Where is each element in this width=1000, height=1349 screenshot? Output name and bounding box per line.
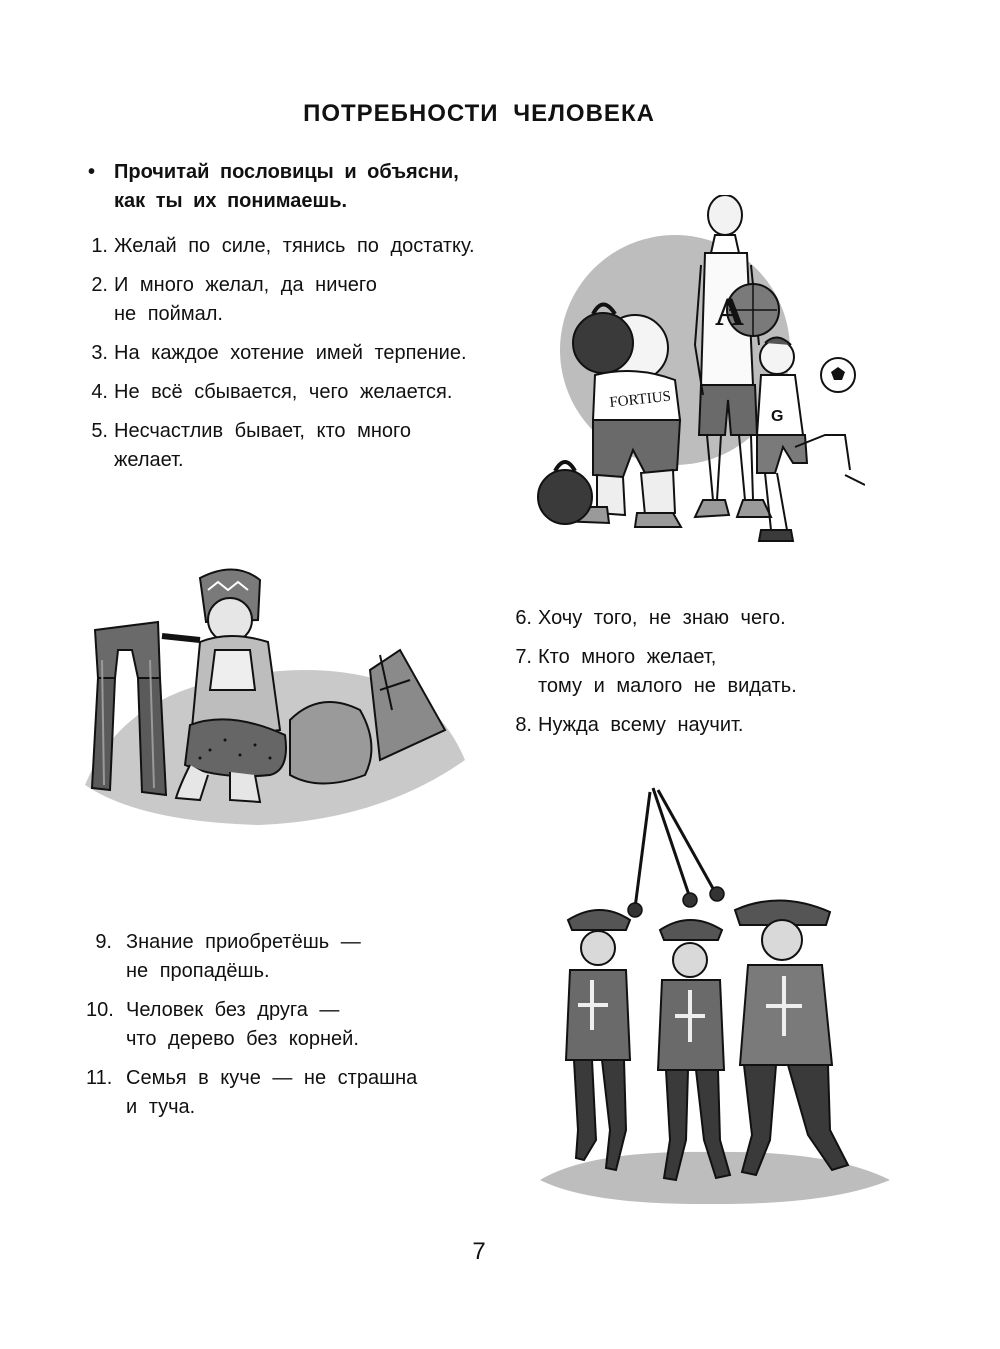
proverb-item: 2. И много желал, да ничего не поймал. xyxy=(91,274,377,325)
proverb-item: 5. Несчастлив бывает, кто много желает. xyxy=(91,420,411,471)
athletes-illustration xyxy=(525,195,865,550)
proverb-item: 7. Кто много желает, тому и малого не видать. xyxy=(515,646,797,697)
proverb-item: 1. Желай по силе, тянись по достатку. xyxy=(91,235,475,257)
page-title: ПОТРЕБНОСТИ ЧЕЛОВЕКА xyxy=(303,100,655,127)
proverb-list-1 xyxy=(86,232,556,485)
page-number: 7 xyxy=(472,1238,486,1265)
bullet-icon: • xyxy=(88,161,96,183)
proverb-item: 3. На каждое хотение имей терпение. xyxy=(91,342,467,364)
task-line-2: как ты их понимаешь. xyxy=(114,190,348,212)
proverb-item: 9. Знание приобретёшь — не пропадёшь. xyxy=(95,931,361,982)
musketeers-illustration xyxy=(530,780,900,1210)
proverb-item: 10. Человек без друга — что дерево без корней. xyxy=(86,999,359,1050)
task-line-1: Прочитай пословицы и объясни, xyxy=(114,161,459,183)
old-woman-illustration xyxy=(80,560,470,830)
proverb-item: 11. Семья в куче — не страшна и туча. xyxy=(86,1067,418,1118)
proverb-item: 4. Не всё сбывается, чего желается. xyxy=(91,381,453,403)
letter-g-text: G xyxy=(771,408,784,425)
proverb-list-2 xyxy=(510,604,870,750)
task-instruction xyxy=(88,158,528,216)
proverb-item: 8. Нужда всему научит. xyxy=(515,714,744,736)
proverb-item: 6. Хочу того, не знаю чего. xyxy=(515,607,786,629)
fortius-shirt-text: FORTIUS xyxy=(608,388,672,411)
proverb-list-3 xyxy=(86,928,506,1132)
letter-a-text: A xyxy=(715,289,744,334)
